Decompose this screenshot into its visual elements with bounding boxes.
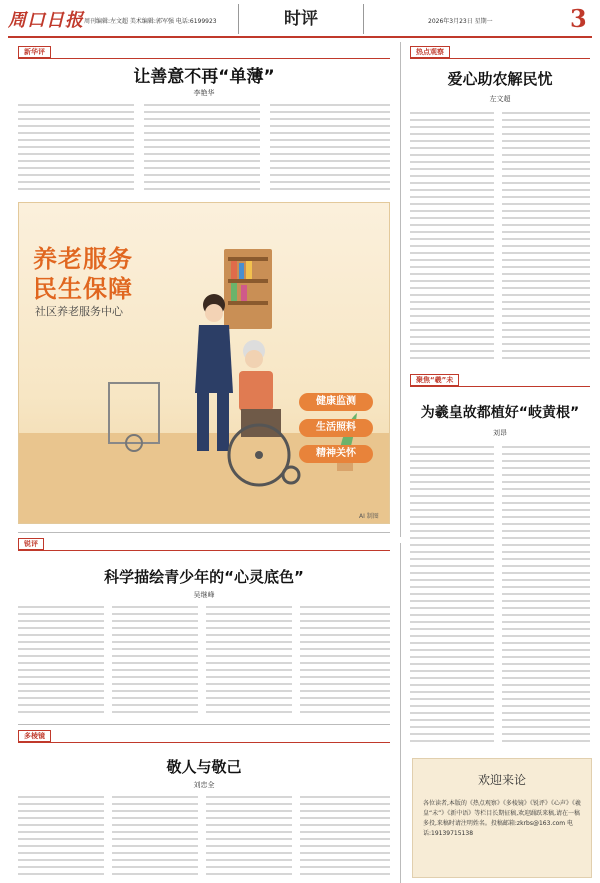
illustration <box>18 202 390 524</box>
article-body-column <box>300 796 390 876</box>
illustration-credit: AI 制图 <box>359 513 379 520</box>
notice-title: 欢迎来论 <box>477 773 526 787</box>
article-body-column <box>144 104 260 194</box>
column-divider <box>400 42 401 537</box>
article-body-column <box>18 796 104 876</box>
elderly-care-scene <box>19 203 389 523</box>
article-title: 让善意不再“单薄” <box>133 67 275 87</box>
article-body-column <box>112 796 198 876</box>
page-number: 3 <box>570 4 587 33</box>
article-tag: 新华评 <box>18 46 390 59</box>
article-body-column <box>112 606 198 716</box>
article-body-column <box>18 606 104 716</box>
issue-date: 2026年3月23日 星期一 <box>428 18 493 25</box>
article-title: 科学描绘青少年的“心灵底色” <box>104 568 304 586</box>
article-tag: 热点观察 <box>410 46 590 59</box>
section-separator <box>18 724 390 725</box>
article-body-column <box>410 112 494 362</box>
badge-spiritual-care: 精神关怀 <box>299 445 373 463</box>
column-divider-lower <box>400 543 401 883</box>
article-body-column <box>206 796 292 876</box>
newspaper-logo: 周口日报 <box>8 10 84 31</box>
article-tag: 聚焦“羲”未 <box>410 374 590 387</box>
article-body-column <box>206 606 292 716</box>
masthead <box>8 2 592 38</box>
article-body-column <box>502 112 590 362</box>
masthead-meta: 周刊编辑:左文超 美术编辑:郭军强 电话:6199923 <box>84 18 217 25</box>
illustration-subheading: 社区养老服务中心 <box>35 305 123 318</box>
article-author: 吴继峰 <box>193 591 215 599</box>
badge-health-monitoring: 健康监测 <box>299 393 373 411</box>
article-title: 为羲皇故都植好“岐黄根” <box>420 405 580 421</box>
article-body-column <box>300 606 390 716</box>
article-body-column <box>410 446 494 746</box>
article-author: 李艳华 <box>193 89 215 97</box>
article-tag: 锐评 <box>18 538 390 551</box>
article-body-column <box>270 104 390 194</box>
article-title: 敬人与敬己 <box>166 758 242 776</box>
article-body-column <box>18 104 134 194</box>
section-separator <box>18 532 390 533</box>
article-body-column <box>502 446 590 746</box>
illustration-heading: 民生保障 <box>33 275 133 303</box>
section-title: 时评 <box>238 4 364 34</box>
illustration-heading: 养老服务 <box>33 245 133 273</box>
article-author: 刘忠全 <box>193 781 215 789</box>
article-tag: 多棱镜 <box>18 730 390 743</box>
badge-daily-care: 生活照料 <box>299 419 373 437</box>
article-author: 左文超 <box>489 95 511 103</box>
contribution-notice-box <box>412 758 592 878</box>
article-author: 刘昂 <box>493 429 507 437</box>
notice-text: 各位读者,本版的《热点观察》《多棱镜》《锐评》《心声》《羲皇“未”》《新中语》等栏目长期征稿,欢迎踊跃来稿,请在一稿多投,来稿时请注明姓名。投稿邮箱:zkrbs@163.com 电话:19139715138 <box>423 800 581 837</box>
article-title: 爱心助农解民忧 <box>447 70 553 88</box>
